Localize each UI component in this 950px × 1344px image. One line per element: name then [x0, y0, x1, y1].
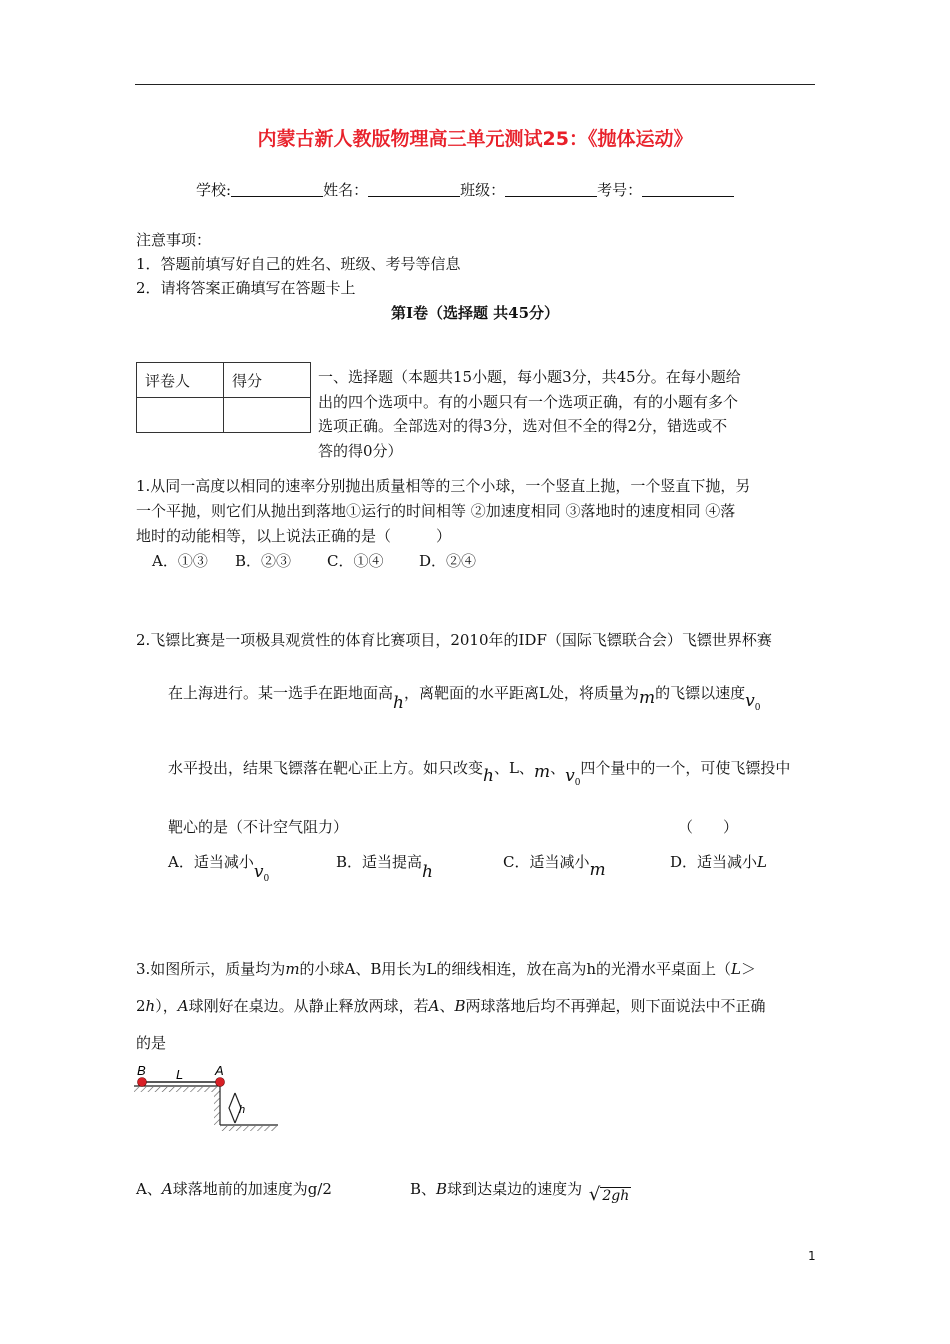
- q1-option-d: D．②④: [419, 552, 477, 570]
- q3-option-a: A、A球落地前的加速度为g/2: [136, 1180, 332, 1198]
- notice-heading: 注意事项：: [136, 231, 212, 249]
- q3-ball-b: [138, 1078, 147, 1087]
- notice-item-2: 2．请将答案正确填写在答题卡上: [136, 279, 356, 297]
- q2-option-c-m: m: [589, 860, 606, 880]
- q1-line-2: 一个平抛，则它们从抛出到落地①运行的时间相等 ②加速度相同 ③落地时的速度相同 ④落: [136, 502, 736, 520]
- q2-symbol-h-2: h: [483, 766, 494, 786]
- q3-line-1: 3.如图所示，质量均为m的小球A、B用长为L的细线相连，放在高为h的光滑水平桌面上（L＞: [136, 960, 757, 978]
- q3-height-arrow-left: [229, 1093, 235, 1123]
- score-table-grader-cell: [137, 398, 224, 433]
- q3-table-hatch: [134, 1087, 220, 1092]
- section1-line-4: 答的得0分）: [318, 442, 403, 460]
- q3-option-b: B、B球到达桌边的速度为 √ 2gh: [410, 1180, 630, 1205]
- q3-figure: [128, 1062, 283, 1134]
- q3-option-b-sqrt: √ 2gh: [588, 1184, 630, 1205]
- q1-option-c: C．①④: [327, 552, 384, 570]
- q2-answer-paren: （ ）: [678, 818, 739, 836]
- notice-item-1: 1．答题前填写好自己的姓名、班级、考号等信息: [136, 255, 461, 273]
- page-number: 1: [808, 1249, 816, 1263]
- q2-line-3-c: 、: [550, 759, 566, 777]
- field-school-blank: [231, 182, 323, 197]
- q3-ground-hatch: [220, 1126, 278, 1131]
- q1-option-b: B．②③: [235, 552, 292, 570]
- q3-label-l: L: [176, 1067, 184, 1082]
- q2-line-4: 靶心的是（不计空气阻力）: [168, 818, 349, 836]
- field-id-blank: [642, 182, 734, 197]
- q2-symbol-v0-2: $v_0$: [565, 766, 581, 788]
- q2-option-c: C．适当减小m: [503, 853, 606, 880]
- q1-option-a: A．①③: [152, 552, 208, 570]
- field-class-label: 班级：: [460, 181, 506, 199]
- q2-line-3-b: 、L、: [493, 759, 534, 777]
- q3-ball-a: [216, 1078, 225, 1087]
- q3-line-3: 的是: [136, 1034, 167, 1052]
- q2-symbol-h: h: [393, 693, 404, 713]
- score-table-score: 得分: [224, 363, 311, 398]
- q2-line-3-a: 水平投出，结果飞镖落在靶心正上方。如只改变: [168, 759, 484, 777]
- section1-line-2: 出的四个选项中。有的小题只有一个选项正确，有的小题有多个: [318, 393, 739, 411]
- q1-line-3: 地时的动能相等，以上说法正确的是（ ）: [136, 527, 452, 545]
- q2-option-d: D．适当减小L: [670, 853, 767, 871]
- q2-line-2-a: 在上海进行。某一选手在距地面高: [168, 684, 394, 702]
- document-title: 内蒙古新人教版物理高三单元测试25：《抛体运动》: [257, 128, 693, 150]
- q2-option-b-h: h: [422, 862, 433, 882]
- q2-option-d-L: L: [757, 853, 767, 871]
- q1-line-1: 1.从同一高度以相同的速率分别抛出质量相等的三个小球，一个竖直上抛，一个竖直下抛，另: [136, 477, 751, 495]
- q3-label-b: B: [137, 1063, 146, 1078]
- field-id-label: 考号：: [597, 181, 643, 199]
- section-title: 第Ⅰ卷（选择题 共45分）: [390, 304, 560, 322]
- q2-line-2: [168, 682, 761, 713]
- q2-symbol-m: m: [638, 688, 656, 708]
- field-class-blank: [505, 182, 597, 197]
- score-table: [136, 362, 311, 433]
- section1-line-3: 选项正确。全部选对的得3分，选对但不全的得2分，错选或不: [318, 417, 728, 435]
- q3-line-2: 2h），A球刚好在桌边。从静止释放两球，若A、B两球落地后均不再弹起，则下面说法中不正确: [136, 997, 766, 1015]
- q3-table-leg-hatch: [214, 1092, 220, 1125]
- q3-label-a: A: [215, 1063, 224, 1078]
- q2-option-a: A．适当减小$v_0$: [168, 853, 270, 884]
- q2-option-b: B．适当提高h: [336, 853, 433, 882]
- q2-symbol-v0: $v_0$: [745, 691, 761, 713]
- score-table-score-cell: [224, 398, 311, 433]
- q3-label-h: h: [239, 1104, 246, 1116]
- q2-line-2-c: 的飞镖以速度: [655, 684, 746, 702]
- header-rule: [135, 84, 815, 85]
- info-fields: [196, 179, 734, 200]
- q2-option-a-v0: $v_0$: [253, 862, 270, 884]
- field-school-label: 学校:: [196, 181, 232, 199]
- q2-symbol-m-2: m: [533, 762, 551, 782]
- section1-line-1: 一、选择题（本题共15小题，每小题3分，共45分。在每小题给: [318, 368, 741, 386]
- q2-line-2-b: ，离靶面的水平距离L处，将质量为: [403, 684, 639, 702]
- q2-line-3: [168, 757, 791, 788]
- field-name-blank: [368, 182, 460, 197]
- q2-line-3-d: 四个量中的一个，可使飞镖投中: [580, 759, 791, 777]
- field-name-label: 姓名：: [323, 181, 369, 199]
- q2-line-1: 2.飞镖比赛是一项极具观赏性的体育比赛项目，2010年的IDF（国际飞镖联合会）飞镖世界杯赛: [136, 631, 772, 649]
- score-table-grader: 评卷人: [137, 363, 224, 398]
